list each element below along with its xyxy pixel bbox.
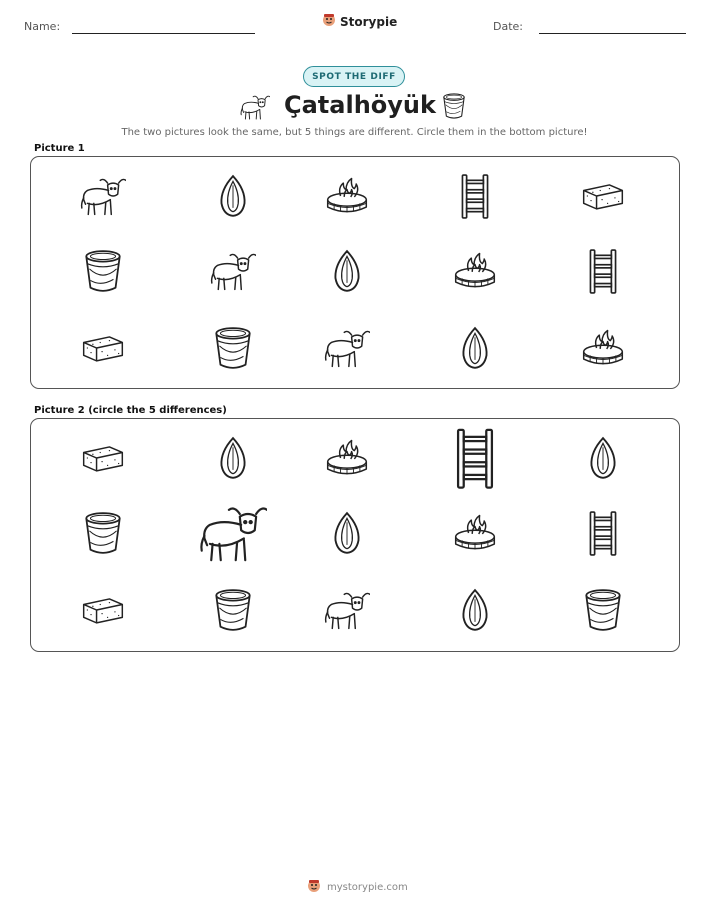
title-bull-icon (240, 92, 270, 122)
ladder-icon[interactable] (444, 427, 506, 489)
almond-icon (324, 248, 370, 294)
almond-icon (210, 173, 256, 219)
almond-icon[interactable] (324, 510, 370, 556)
footer (307, 879, 408, 896)
ladder-icon (452, 173, 498, 219)
storypie-mascot-icon (307, 879, 321, 896)
fire-pit-icon (452, 248, 498, 294)
bull-icon[interactable] (199, 499, 267, 567)
fire-pit-icon[interactable] (452, 510, 498, 556)
title-bucket-icon (440, 92, 468, 120)
name-line[interactable] (72, 33, 255, 34)
mud-brick-icon[interactable] (80, 435, 126, 481)
name-label: Name: (24, 20, 61, 33)
footer-url: mystorypie.com (327, 882, 408, 893)
fire-pit-icon (580, 325, 626, 371)
date-line[interactable] (539, 33, 686, 34)
almond-icon[interactable] (580, 435, 626, 481)
bull-icon (324, 325, 370, 371)
bull-icon (210, 248, 256, 294)
bucket-icon (210, 325, 256, 371)
almond-icon (452, 325, 498, 371)
almond-icon[interactable] (452, 587, 498, 633)
almond-icon[interactable] (210, 435, 256, 481)
date-label: Date: (493, 20, 523, 33)
ladder-icon (580, 248, 626, 294)
bucket-icon[interactable] (580, 587, 626, 633)
ladder-icon[interactable] (580, 510, 626, 556)
storypie-mascot-icon (322, 12, 336, 31)
brand-logo (322, 12, 397, 31)
bucket-icon[interactable] (80, 510, 126, 556)
bull-icon (80, 173, 126, 219)
picture-1-label: Picture 1 (34, 143, 85, 154)
fire-pit-icon (324, 173, 370, 219)
fire-pit-icon[interactable] (324, 435, 370, 481)
mud-brick-icon (80, 325, 126, 371)
picture-2-label: Picture 2 (circle the 5 differences) (34, 405, 227, 416)
bucket-icon (80, 248, 126, 294)
bucket-icon[interactable] (210, 587, 256, 633)
spot-the-diff-badge: SPOT THE DIFF (303, 66, 405, 87)
mud-brick-icon (580, 173, 626, 219)
instructions: The two pictures look the same, but 5 things are different. Circle them in the bottom picture! (121, 127, 588, 138)
brand-name: Storypie (340, 14, 398, 29)
mud-brick-icon[interactable] (80, 587, 126, 633)
page-title: Çatalhöyük (284, 91, 436, 119)
bull-icon[interactable] (324, 587, 370, 633)
